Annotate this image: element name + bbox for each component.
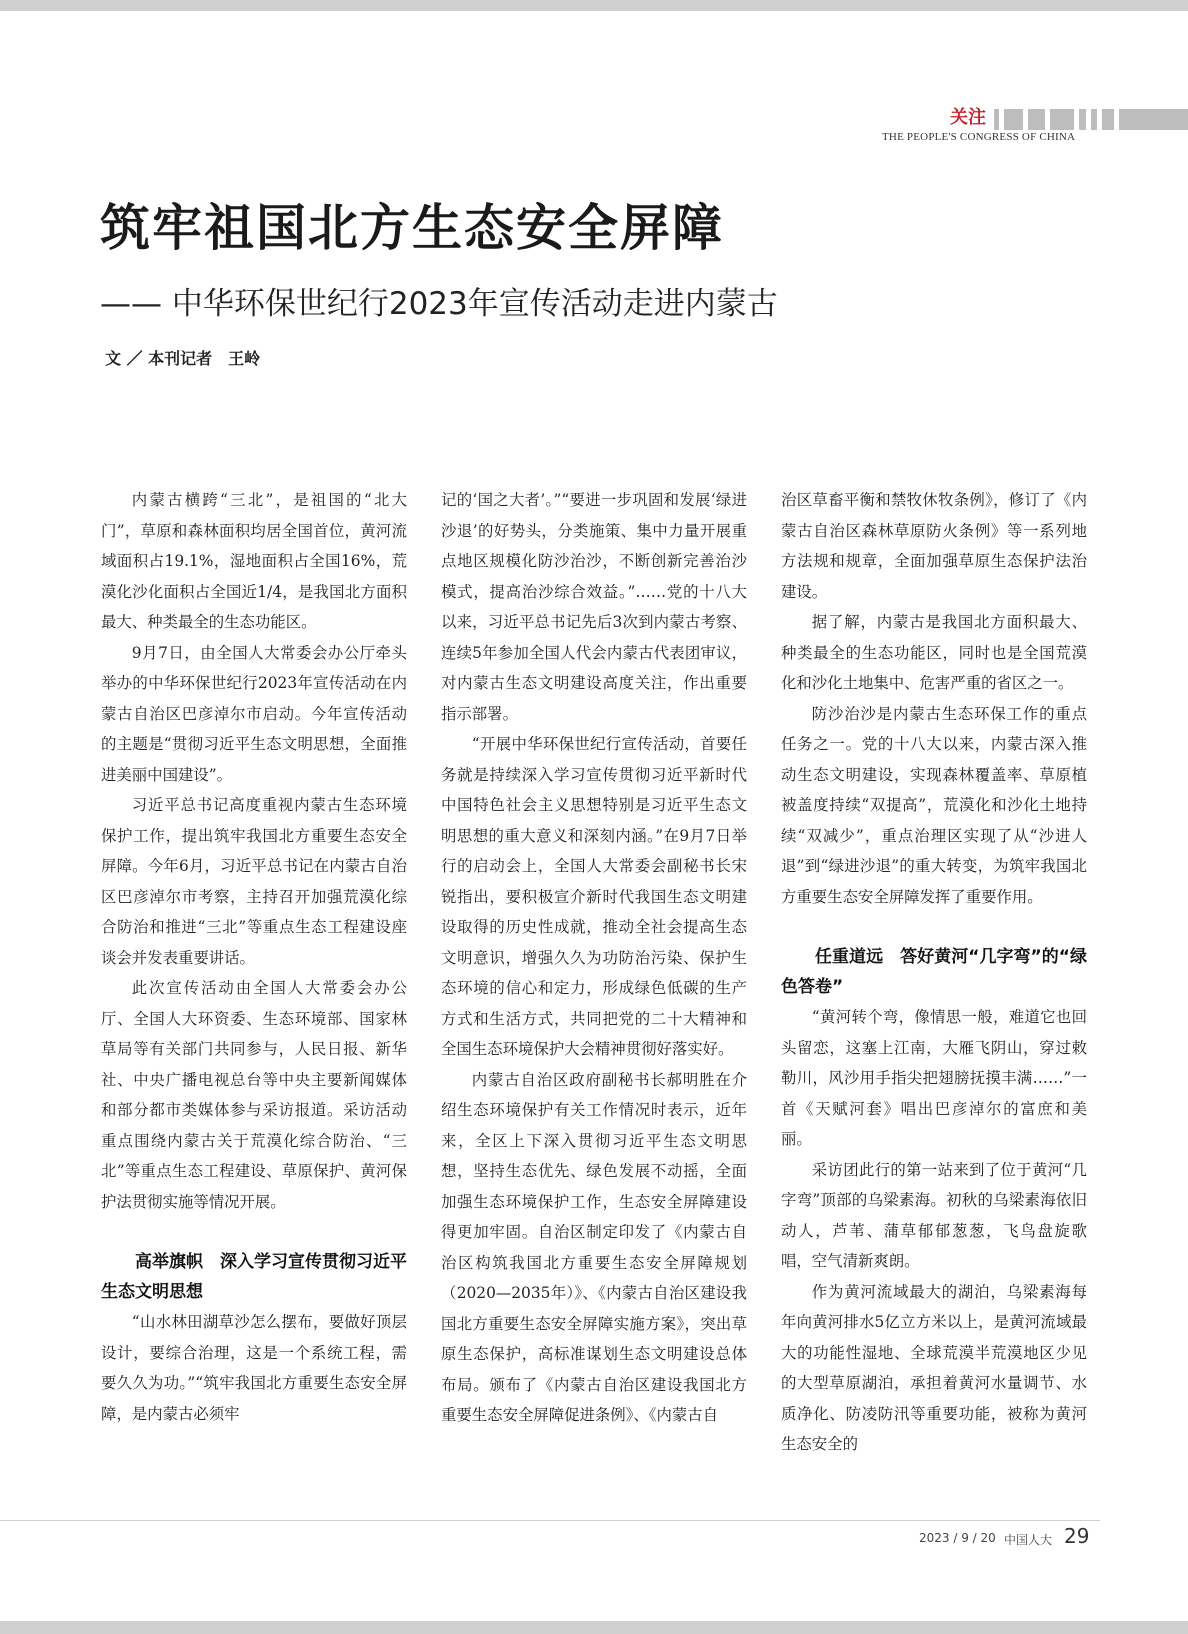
paragraph: 治区草畜平衡和禁牧休牧条例》，修订了《内蒙古自治区森林草原防火条例》等一系列地方法规和规章，全面加强草原生态保护法治建设。 [781,491,1087,601]
decoration-block [994,109,999,130]
paragraph: “开展中华环保世纪行宣传活动，首要任务就是持续深入学习宣传贯彻习近平新时代中国特色社会主义思想特别是习近平生态文明思想的重大意义和深刻内涵。”在9月7日举行的启动会上，全国人大常委会副秘书长宋锐指出，要积极宣介新时代我国生态文明建设取得的历史性成就，推动全社会提高生态文明意识，增强久久为功防治污染、保护生态环境的信心和定力，形成绿色低碳的生产方式和生活方式，共同把党的二十大精神和全国生态环境保护大会精神贯彻好落实好。 [441,735,747,1058]
top-gray-bar [0,0,1188,11]
footer-date: 2023 / 9 / 20 [919,1531,996,1545]
paragraph: “山水林田湖草沙怎么摆布，要做好顶层设计，要综合治理，这是一个系统工程，需要久久为功。”“筑牢我国北方重要生态安全屏障，是内蒙古必须牢 [101,1313,407,1423]
column-2 [441,485,747,1431]
footer-magazine-name: 中国人大 [1004,1533,1053,1547]
section-heading: 任重道远 答好黄河“几字弯”的“绿色答卷” [781,947,1087,997]
magazine-english-name: THE PEOPLE'S CONGRESS OF CHINA [882,131,1076,143]
article-subtitle: —— 中华环保世纪行2023年宣传活动走进内蒙古 [100,286,778,322]
paragraph: 内蒙古自治区政府副秘书长郝明胜在介绍生态环境保护有关工作情况时表示，近年来，全区上下深入贯彻习近平生态文明思想，坚持生态优先、绿色发展不动摇，全面加强生态环境保护工作，生态安全屏障建设得更加牢固。自治区制定印发了《内蒙古自治区构筑我国北方重要生态安全屏障规划（2020—2035年）》、《内蒙古自治区建设我国北方重要生态安全屏障实施方案》，突出草原生态保护，高标准谋划生态文明建设总体布局。颁布了《内蒙古自治区建设我国北方重要生态安全屏障促进条例》、《内蒙古自 [441,1070,747,1424]
decoration-block [1102,109,1114,130]
paragraph: 9月7日，由全国人大常委会办公厅牵头举办的中华环保世纪行2023年宣传活动在内蒙古自治区巴彦淖尔市启动。今年宣传活动的主题是“贯彻习近平生态文明思想，全面推进美丽中国建设”。 [101,643,407,784]
decoration-block [1119,109,1188,130]
section-header [880,106,1188,130]
decoration-block [1028,109,1045,130]
section-heading: 高举旗帜 深入学习宣传贯彻习近平生态文明思想 [101,1252,407,1302]
page-number: 29 [1064,1524,1090,1548]
paragraph: 采访团此行的第一站来到了位于黄河“几字弯”顶部的乌梁素海。初秋的乌梁素海依旧动人，芦苇、蒲草郁郁葱葱，飞鸟盘旋歌唱，空气清新爽朗。 [781,1160,1087,1270]
paragraph: 内蒙古横跨“三北”，是祖国的“北大门”，草原和森林面积均居全国首位，黄河流域面积占19.1%，湿地面积占全国16%，荒漠化沙化面积占全国近1/4，是我国北方面积最大、种类最全的生态功能区。 [101,491,407,631]
paragraph: 此次宣传活动由全国人大常委会办公厅、全国人大环资委、生态环境部、国家林草局等有关部门共同参与，人民日报、新华社、中央广播电视总台等中央主要新闻媒体和部分都市类媒体参与采访报道。采访活动重点围绕内蒙古关于荒漠化综合防治、“三北”等重点生态工程建设、草原保护、黄河保护法贯彻实施等情况开展。 [101,979,407,1211]
section-decoration-blocks [994,109,1188,130]
paragraph: 防沙治沙是内蒙古生态环保工作的重点任务之一。党的十八大以来，内蒙古深入推动生态文明建设，实现森林覆盖率、草原植被盖度持续“双提高”，荒漠化和沙化土地持续“双减少”，重点治理区实现了从“沙进人退”到“绿进沙退”的重大转变，为筑牢我国北方重要生态安全屏障发挥了重要作用。 [781,704,1087,906]
article-byline: 文 ／ 本刊记者 王岭 [105,349,261,368]
column-1 [101,485,407,1429]
decoration-block [1050,109,1074,130]
decoration-block [1079,109,1086,130]
paragraph: 记的‘国之大者’。”“要进一步巩固和发展‘绿进沙退’的好势头，分类施策、集中力量开展重点地区规模化防沙治沙，不断创新完善治沙模式，提高治沙综合效益。”……党的十八大以来，习近平总书记先后3次到内蒙古考察、连续5年参加全国人代会内蒙古代表团审议，对内蒙古生态文明建设高度关注，作出重要指示部署。 [441,491,747,723]
paragraph: “黄河转个弯，像情思一般，难道它也回头留恋，这塞上江南，大雁飞阴山，穿过敕勒川，风沙用手指尖把翅膀抚摸丰满……”一首《天赋河套》唱出巴彦淖尔的富庶和美丽。 [781,1008,1087,1148]
bottom-gray-bar [0,1621,1188,1634]
paragraph: 作为黄河流域最大的湖泊，乌梁素海每年向黄河排水5亿立方米以上，是黄河流域最大的功能性湿地、全球荒漠半荒漠地区少见的大型草原湖泊，承担着黄河水量调节、水质净化、防凌防汛等重要功能，被称为黄河生态安全的 [781,1282,1087,1453]
paragraph: 习近平总书记高度重视内蒙古生态环境保护工作，提出筑牢我国北方重要生态安全屏障。今年6月，习近平总书记在内蒙古自治区巴彦淖尔市考察，主持召开加强荒漠化综合防治和推进“三北”等重点生态工程建设座谈会并发表重要讲话。 [101,796,407,967]
decoration-block [1091,109,1097,130]
paragraph: 据了解，内蒙古是我国北方面积最大、种类最全的生态功能区，同时也是全国荒漠化和沙化土地集中、危害严重的省区之一。 [781,613,1087,692]
footer-rule [0,1520,1100,1521]
decoration-block [1004,109,1023,130]
column-3 [781,485,1087,1460]
section-label: 关注 [950,107,986,128]
article-title: 筑牢祖国北方生态安全屏障 [100,199,724,257]
